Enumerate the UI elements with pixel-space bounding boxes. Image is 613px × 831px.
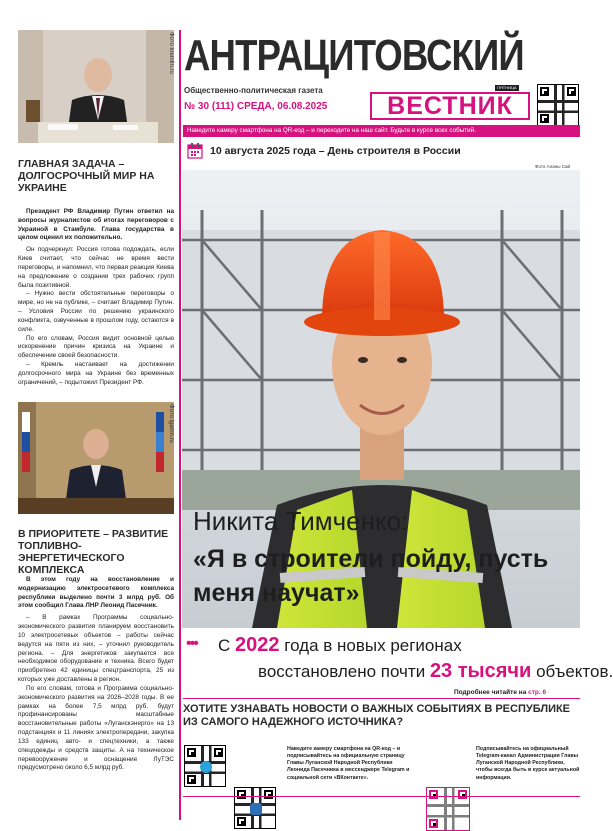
stat-mid: года в новых регионах [284, 636, 462, 655]
vestnik-title: ВЕСТНИК [387, 91, 513, 120]
admin-telegram-qr-code[interactable] [426, 787, 470, 831]
story1-para: – Нужно вести обстоятельные переговоры о мире, но не на публике, – считает Владимир Путин. – Условия России по решению украинского конфликта, озвученные в прошлом году, остаются в силе. [18, 290, 174, 333]
story1-para: Он подчеркнул: Россия готова подождать, если Киев считает, что сейчас не время вести переговоры, и напомнил, что первая реакция Киева на предложение о создании трех рабочих групп была позитивной. [18, 246, 174, 289]
quote-text: «Я в строители пойду, пусть меня научат» [193, 545, 549, 607]
issue-line: № 30 (111) СРЕДА, 06.08.2025 [184, 101, 328, 112]
left-column [18, 30, 174, 820]
photo-credit: Фото lgamn.ru [168, 404, 174, 443]
calendar-icon [187, 142, 203, 159]
pasechnik-photo [18, 402, 174, 514]
story1-headline: ГЛАВНАЯ ЗАДАЧА – ДОЛГОСРОЧНЫЙ МИР НА УКРАИНЕ [18, 158, 155, 195]
site-qr-code[interactable] [537, 84, 579, 126]
story2-headline: В ПРИОРИТЕТЕ – РАЗВИТИЕ ТОПЛИВНО-ЭНЕРГЕТИЧЕСКОГО КОМПЛЕКСА [18, 528, 169, 577]
main-photo-credit: Фото Аланы Сай [535, 164, 571, 169]
quote-name: Никита Тимченко: [193, 506, 409, 536]
promo-left-text: Наведите камеру смартфона на QR-код – и подписывайтесь на официальную страницу Главы Луганской Народной Республики Леонида Пасечника в мессенджере Telegram и социальной сети «ВКонтакте». [287, 746, 410, 781]
stat-prefix: С [218, 636, 231, 655]
story2-para: – В рамках Программы социально-экономического развития планируем восстановить 10 электросетевых объектов – работы сейчас ведутся на пяти из них, – уточнил руководитель региона. – Для энергетиков закупается все необходимое оборудование и техника. Всего будет приобретено 42 единицы спецтранспорта, 25 из которых уже доставлены в регион. [18, 614, 174, 684]
stat-suffix: объектов. [536, 662, 613, 681]
more-text: Подробнее читайте на [454, 689, 527, 696]
telegram-qr-code[interactable] [184, 745, 226, 787]
stat-line-2 [258, 660, 613, 683]
separator-line [183, 698, 580, 699]
masthead-title: АНТРАЦИТОВСКИЙ [184, 31, 524, 80]
date-line: 10 августа 2025 года – День строителя в России [210, 145, 461, 157]
masthead-subtitle: Общественно-политическая газета [184, 86, 323, 95]
more-page-link[interactable]: стр. 6 [528, 689, 547, 696]
tagline-chip: ПЯТНИЦА [497, 85, 517, 90]
putin-photo [18, 30, 174, 143]
dots-icon: ••• [186, 635, 197, 652]
story2-para: По его словам, готова и Программа социально-экономического развития на 2026–2028 годы. В ее рамках на более 7,5 млрд руб. будут профинансированы масштабные восстановительные работы «Луганскэнерго» на 13 подстанциях и 11 линиях электропередачи, закупка 133 единиц авто- и спецтехники, а также спецодежды и средств защиты. А на техническое перевооружение и оснащение ЛуТЭС предусмотрено около 6,5 млрд руб. [18, 684, 174, 772]
qr-group-left [184, 745, 282, 787]
promo-headline: ХОТИТЕ УЗНАВАТЬ НОВОСТИ О ВАЖНЫХ СОБЫТИЯХ В РЕСПУБЛИКЕ ИЗ САМОГО НАДЕЖНОГО ИСТОЧНИКА? [183, 703, 571, 728]
vestnik-box [370, 92, 530, 120]
photo-credit: Фото kremlin.ru [168, 32, 174, 74]
bottom-rule [183, 796, 580, 797]
story2-body [18, 576, 174, 773]
vk-icon [250, 803, 262, 815]
vk-qr-code[interactable] [234, 787, 276, 829]
story2-lead: В этом году на восстановление и модернизацию электросетевого комплекса республики выделено почти 3 млрд руб. Об этом сообщил Глава ЛНР Леонид Пасечник. [18, 576, 174, 610]
story1-para: По его словам, Россия видит основной целью искоренение причин кризиса на Украине и обеспечение своей безопасности. [18, 334, 174, 360]
more-line [454, 689, 546, 696]
promo-right-text: Подписывайтесь на официальный Telegram-канал Администрации Главы Луганской Народной Республики, чтобы всегда быть в курсе актуальной информации. [476, 746, 580, 781]
qr-banner: Наведите камеру смартфона на QR-код – и переходите на наш сайт. Будьте в курсе всех событий. [183, 125, 580, 137]
story1-para: – Кремль настаивает на достижении долгосрочного мира на Украине без временных ограничений, – подытожил Президент РФ. [18, 361, 174, 386]
putin-photo-image [18, 30, 174, 143]
pasechnik-photo-image [18, 402, 174, 514]
story1-lead: Президент РФ Владимир Путин ответил на вопросы журналистов об итогах переговоров с Украиной в Стамбуле. Глава государства в целом оценил их положительно. [18, 208, 174, 242]
stat-line-1 [218, 634, 462, 657]
telegram-icon [200, 761, 212, 773]
stat-line2: восстановлено почти [258, 662, 426, 681]
column-divider [179, 30, 181, 820]
story1-body [18, 208, 174, 388]
stat-count: 23 тысячи [429, 660, 532, 682]
stat-year: 2022 [235, 634, 280, 656]
